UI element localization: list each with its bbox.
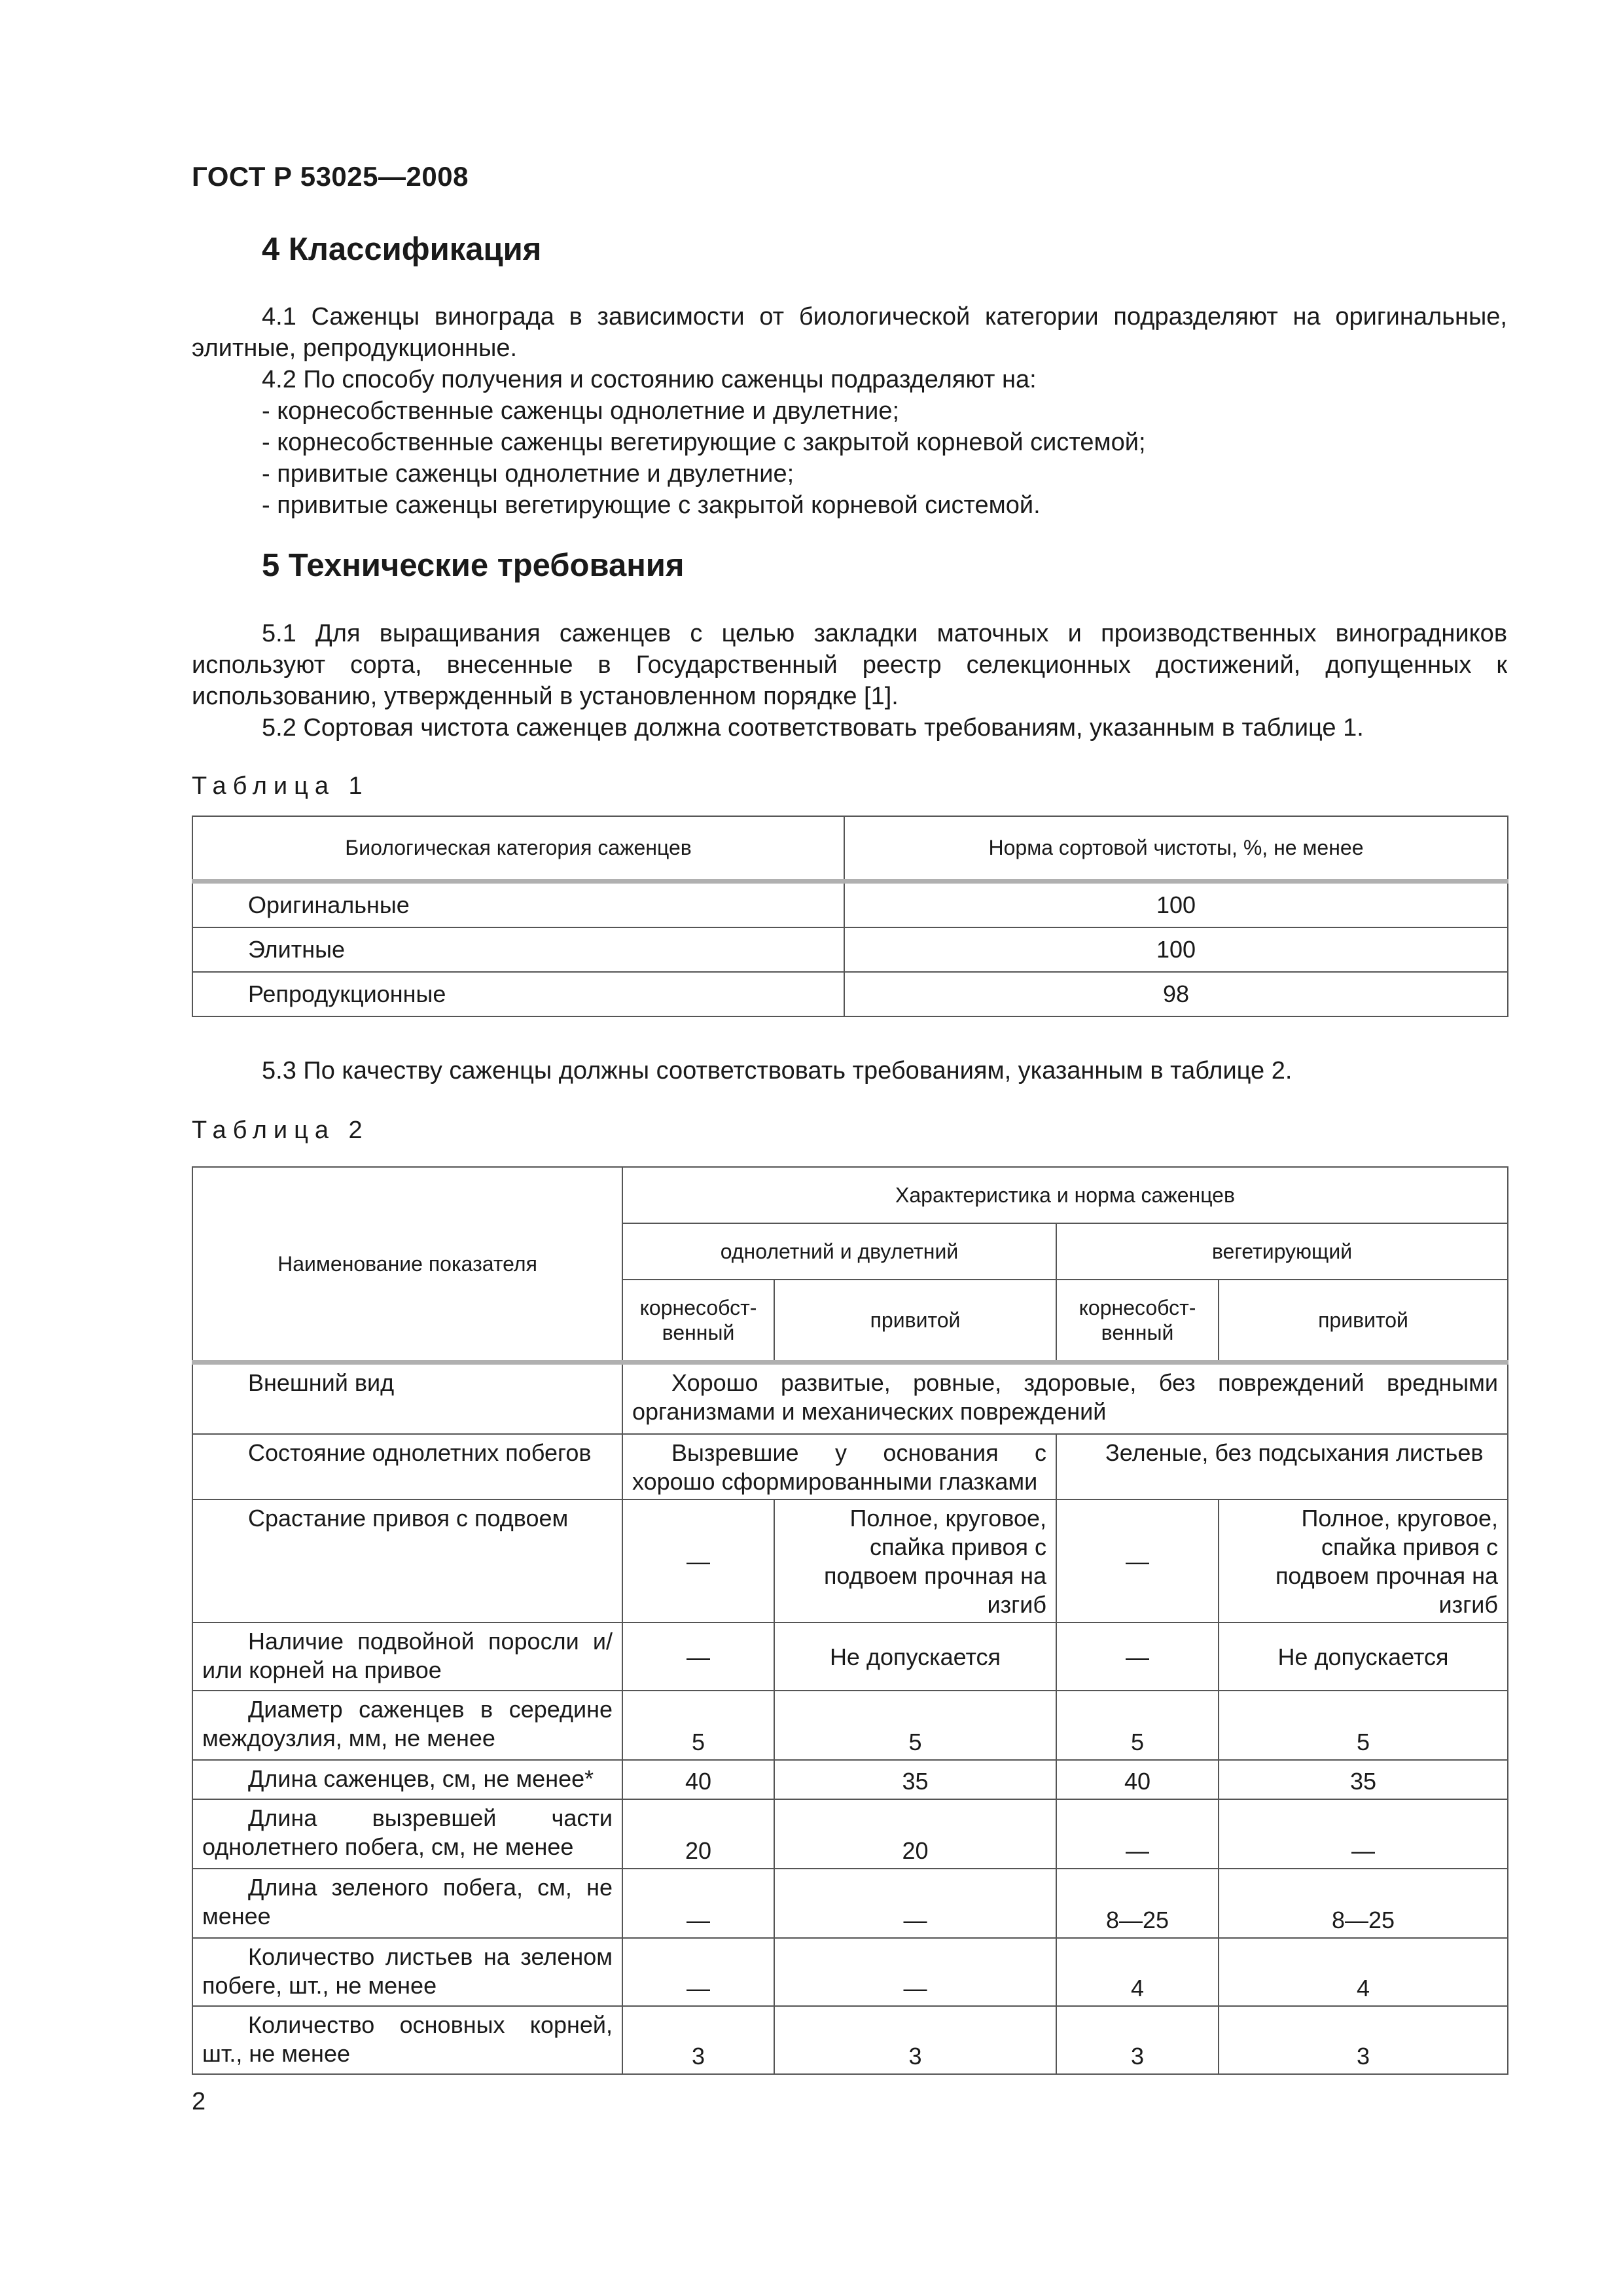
paragraph-5-2: 5.2 Сортовая чистота саженцев должна соответствовать требованиям, указанным в таблице 1. [262, 714, 1364, 742]
paragraph-4-2: 4.2 По способу получения и состоянию саженцы подразделяют на: [262, 366, 1037, 393]
list-item: - корнесобственные саженцы однолетние и двулетние; [262, 397, 900, 425]
table-cell: Длина саженцев, см, не менее* [192, 1760, 622, 1799]
table-cell: Количество основных корней, шт., не менее [192, 2006, 622, 2074]
table-cell: 5 [1219, 1691, 1508, 1760]
table-2-header-own-rooted: корнесобст-венный [622, 1280, 774, 1362]
paragraph-4-1: 4.1 Саженцы винограда в зависимости от биологической категории подразделяют на оригинальные, элитные, репродукционные. [192, 303, 1507, 362]
table-cell: Диаметр саженцев в середине междоузлия, мм, не менее [192, 1691, 622, 1760]
table-cell: Вызревшие у основания с хорошо сформированными глазками [622, 1434, 1056, 1499]
table-row [192, 1691, 1508, 1760]
table-cell: 100 [844, 882, 1508, 928]
table-cell: — [622, 1938, 774, 2006]
table-row [192, 1938, 1508, 2006]
table-2-header-grafted: привитой [774, 1280, 1056, 1362]
list-item: - привитые саженцы вегетирующие с закрытой корневой системой. [262, 492, 1041, 519]
table-row [192, 927, 1508, 972]
table-cell: Наличие подвойной поросли и/или корней на привое [192, 1623, 622, 1691]
list-item: - корнесобственные саженцы вегетирующие с закрытой корневой системой; [262, 429, 1146, 456]
table-cell: 40 [1056, 1760, 1219, 1799]
table-cell: Репродукционные [192, 972, 844, 1016]
table-cell: Оригинальные [192, 882, 844, 928]
table-cell: 3 [774, 2006, 1056, 2074]
table-cell: Длина вызревшей части однолетнего побега, см, не менее [192, 1799, 622, 1869]
table-cell: Хорошо развитые, ровные, здоровые, без повреждений вредными организмами и механических повреждений [622, 1362, 1508, 1434]
table-cell: — [1056, 1623, 1219, 1691]
table-cell: Длина зеленого побега, см, не менее [192, 1869, 622, 1938]
table-cell: 3 [1219, 2006, 1508, 2074]
table-row [192, 1362, 1508, 1434]
table-2-header-name: Наименование показателя [192, 1167, 622, 1362]
table-cell: 3 [622, 2006, 774, 2074]
table-cell: 20 [622, 1799, 774, 1869]
table-cell: — [1056, 1799, 1219, 1869]
table-row [192, 1799, 1508, 1869]
table-1-caption: Таблица 1 [192, 772, 369, 800]
table-cell: 8—25 [1056, 1869, 1219, 1938]
table-cell: 98 [844, 972, 1508, 1016]
table-2 [192, 1166, 1508, 2075]
table-2-header-grafted: привитой [1219, 1280, 1508, 1362]
table-row [192, 1869, 1508, 1938]
table-cell: 20 [774, 1799, 1056, 1869]
table-1 [192, 816, 1508, 1017]
table-cell: Срастание привоя с подвоем [192, 1499, 622, 1623]
table-cell: 5 [622, 1691, 774, 1760]
document-header: ГОСТ Р 53025—2008 [192, 161, 469, 192]
table-cell: Элитные [192, 927, 844, 972]
table-cell: Внешний вид [192, 1362, 622, 1434]
table-cell: 100 [844, 927, 1508, 972]
paragraph-5-3: 5.3 По качеству саженцы должны соответствовать требованиям, указанным в таблице 2. [262, 1057, 1293, 1085]
table-2-header-annual: однолетний и двулетний [622, 1223, 1056, 1280]
table-row [192, 1623, 1508, 1691]
table-2-header-own-rooted: корнесобст-венный [1056, 1280, 1219, 1362]
table-row [192, 2006, 1508, 2074]
section-5-title: 5 Технические требования [262, 548, 685, 583]
table-cell: Не допускается [774, 1623, 1056, 1691]
table-cell: 3 [1056, 2006, 1219, 2074]
page-number: 2 [192, 2088, 206, 2115]
table-row [192, 1434, 1508, 1499]
table-cell: — [774, 1869, 1056, 1938]
list-item: - привитые саженцы однолетние и двулетние; [262, 460, 794, 488]
table-cell: — [622, 1499, 774, 1623]
table-cell: 4 [1056, 1938, 1219, 2006]
table-cell: 8—25 [1219, 1869, 1508, 1938]
table-row [192, 972, 1508, 1016]
table-cell: — [774, 1938, 1056, 2006]
table-cell: Состояние однолетних побегов [192, 1434, 622, 1499]
paragraph-5-1: 5.1 Для выращивания саженцев с целью закладки маточных и производственных виноградников используют сорта, внесенные в Государственный реестр селекционных достижений, допущенных к использованию, утвержденный в установленном порядке [1]. [192, 620, 1507, 710]
table-cell: — [622, 1869, 774, 1938]
table-cell: — [1056, 1499, 1219, 1623]
section-4-title: 4 Классификация [262, 232, 542, 267]
table-cell: Полное, круговое, спайка привоя с подвоем прочная на изгиб [774, 1499, 1056, 1623]
table-cell: 5 [774, 1691, 1056, 1760]
table-cell: — [622, 1623, 774, 1691]
table-row [192, 1760, 1508, 1799]
table-1-header-category: Биологическая категория саженцев [192, 816, 844, 882]
table-1-header-norm: Норма сортовой чистоты, %, не менее [844, 816, 1508, 882]
table-row [192, 882, 1508, 928]
table-cell: 40 [622, 1760, 774, 1799]
table-cell: 35 [774, 1760, 1056, 1799]
table-cell: Количество листьев на зеленом побеге, шт., не менее [192, 1938, 622, 2006]
table-2-header-group: Характеристика и норма саженцев [622, 1167, 1508, 1223]
table-cell: 5 [1056, 1691, 1219, 1760]
table-cell: Полное, круговое, спайка привоя с подвоем прочная на изгиб [1219, 1499, 1508, 1623]
table-2-header-vegetating: вегетирующий [1056, 1223, 1508, 1280]
table-cell: 35 [1219, 1760, 1508, 1799]
table-2-caption: Таблица 2 [192, 1117, 369, 1144]
table-cell: Зеленые, без подсыхания листьев [1056, 1434, 1508, 1499]
table-cell: 4 [1219, 1938, 1508, 2006]
table-row [192, 1499, 1508, 1623]
table-cell: Не допускается [1219, 1623, 1508, 1691]
table-cell: — [1219, 1799, 1508, 1869]
